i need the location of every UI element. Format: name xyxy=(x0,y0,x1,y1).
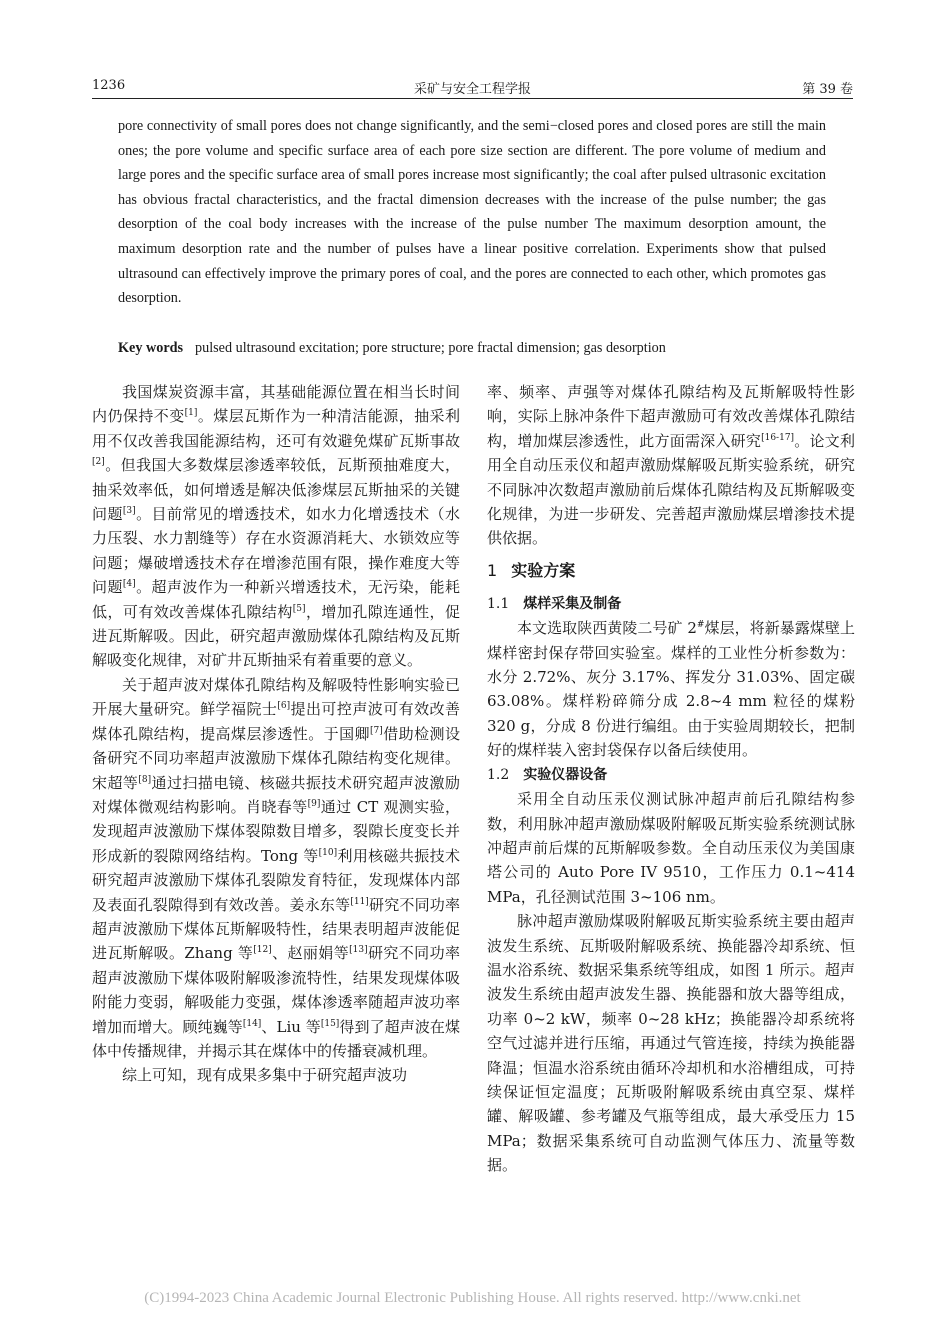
citation-ref: [13] xyxy=(349,945,368,956)
citation-ref: [7] xyxy=(370,725,383,736)
text-run: 关于超声波对煤体孔隙结构及解吸特性影响实验已开展大量研究。鲜学福院士 xyxy=(92,675,460,719)
right-column xyxy=(487,380,855,1178)
text-run: 、赵丽娟等 xyxy=(271,944,350,963)
english-keywords xyxy=(118,336,826,360)
text-run: 利用核磁共振技术研究超声波激励下煤体孔裂隙发育特征，发现煤体内部及表面孔裂隙得到有效改善。姜永东等 xyxy=(92,846,460,914)
citation-ref: [10] xyxy=(318,847,338,858)
text-run: 得到了超声波在煤体中传播规律，并揭示其在煤体中的传播衰减机理。 xyxy=(92,1017,460,1060)
citation-ref: [4] xyxy=(122,579,136,590)
text-run: 研究不同功率超声波激励下煤体吸附解吸渗流特性，结果发现煤体吸附能力变弱，解吸能力变强，煤体渗透率随超声波功率增加而增大。顾纯巍等 xyxy=(92,944,460,1036)
text-run: 。目前常见的增透技术，如水力化增透技术（水力压裂、水力割缝等）存在水资源消耗大、水锁效应等问题；爆破增透技术存在增渗范围有限，操作难度大等问题 xyxy=(92,505,460,597)
citation-ref: [5] xyxy=(292,603,306,614)
copyright-footer: (C)1994-2023 China Academic Journal Electronic Publishing House. All rights reserved. http://www.cnki.net xyxy=(144,1290,801,1306)
journal-title: 采矿与安全工程学报 xyxy=(413,82,531,97)
text-run: 脉冲超声激励煤吸附解吸瓦斯实验系统主要由超声波发生系统、瓦斯吸附解吸系统、换能器冷却系统、恒温水浴系统、数据采集系统等组成，如图 1 所示。超声波发生系统由超声波发生器、换能器和放大器等组成，功率 0~2 kW，频率 0~28 kHz；换能器冷却系统将空气过滤并进行压缩，再通过气管连接，持续为换能器降温；恒温水浴系统由循环冷却机和水浴槽组成，可持续保证恒定温度；瓦斯吸附解吸系统由真空泵、煤样罐、解吸罐、参考罐及气瓶等组成，最大承受压力 15 MPa；数据采集系统可自动监测气体压力、流量等数据。 xyxy=(487,912,855,1175)
equipment-paragraph-2 xyxy=(487,909,855,1177)
text-run: 研究不同功率超声波激励下煤体瓦斯解吸特性，结果表明超声波能促进瓦斯解吸。Zhang 等 xyxy=(92,895,460,963)
citation-ref: # xyxy=(696,620,705,631)
text-run: 本文选取陕西黄陵二号矿 2 xyxy=(517,619,697,638)
text-run: 煤层，将新暴露煤壁上煤样密封保存带回实验室。煤样的工业性分析参数为：水分 2.72%、灰分 3.17%、挥发分 31.03%、固定碳 63.08%。煤样粉碎筛分成 2.8~4 mm 粒径的煤粉 320 g，分成 8 份进行编组。由于实验周期较长，把制好的煤样装入密封袋保存以备后续使用。 xyxy=(487,619,855,760)
text-run: 。但我国大多数煤层渗透率较低，瓦斯预抽难度大，抽采效率低，如何增透是解决低渗煤层瓦斯抽采的关键问题 xyxy=(92,456,460,524)
section-heading-1 xyxy=(487,558,855,584)
intro-paragraph-3 xyxy=(92,1063,460,1087)
citation-ref: [1] xyxy=(184,408,198,419)
english-abstract: pore connectivity of small pores does not change significantly, and the semi−closed pores and closed pores are still the main ones; the pore volume and specific surface area of each pore size section are different. The pore volume of medium and large pores and the specific surface area of small pores increase most significantly; the coal after pulsed ultrasonic excitation has obvious fractal characteristics, and the fractal dimension decreases with the increase of the pulse number; the gas desorption of the coal body increases with the increase of the pulse number The maximum desorption amount, the maximum desorption rate and the number of pulses have a linear positive correlation. Experiments show that pulsed ultrasound can effectively improve the primary pores of coal, and the pores are connected to each other, which promotes gas desorption. xyxy=(118,118,826,307)
citation-ref: [9] xyxy=(307,798,321,809)
text-run: 。超声波作为一种新兴增透技术，无污染，能耗低，可有效改善煤体孔隙结构 xyxy=(92,578,460,621)
subsection-heading-1-1 xyxy=(487,592,855,616)
subsection-title: 煤样采集及制备 xyxy=(523,595,622,612)
keywords-text: pulsed ultrasound excitation; pore structure; pore fractal dimension; gas desorption xyxy=(195,340,666,356)
text-run: 。论文利用全自动压汞仪和超声激励煤解吸瓦斯实验系统，研究不同脉冲次数超声激励前后煤体孔隙结构及瓦斯解吸变化规律，为进一步研发、完善超声激励煤层增渗技术提供依据。 xyxy=(487,431,855,548)
citation-ref: [12] xyxy=(253,945,272,956)
page-number: 1236 xyxy=(92,78,126,93)
text-run: 率、频率、声强等对煤体孔隙结构及瓦斯解吸特性影响，实际上脉冲条件下超声激励可有效改善煤体孔隙结构，增加煤层渗透性，此方面需深入研究 xyxy=(487,383,855,450)
text-run: 。煤层瓦斯作为一种清洁能源，抽采利用不仅改善我国能源结构，还可有效避免煤矿瓦斯事故 xyxy=(92,407,460,450)
text-run: 采用全自动压汞仪测试脉冲超声前后孔隙结构参数，利用脉冲超声激励煤吸附解吸瓦斯实验系统测试脉冲超声前后煤的瓦斯解吸参数。全自动压汞仪为美国康塔公司的 Auto Pore IV 9510，工作压力 0.1~414 MPa，孔径测试范围 3~106 nm。 xyxy=(487,790,855,906)
citation-ref: [15] xyxy=(320,1018,340,1029)
equipment-paragraph-1 xyxy=(487,787,855,909)
intro-paragraph-2 xyxy=(92,673,460,1064)
subsection-number: 1.1 xyxy=(487,595,510,612)
volume-label: 第 39 卷 xyxy=(802,82,853,97)
text-run: 借助检测设备研究不同功率超声波激励下煤体孔隙结构变化规律。宋超等 xyxy=(92,724,460,792)
text-run: 综上可知，现有成果多集中于研究超声波功 xyxy=(122,1066,408,1085)
citation-ref: [14] xyxy=(242,1018,262,1029)
subsection-heading-1-2 xyxy=(487,763,855,787)
subsection-title: 实验仪器设备 xyxy=(523,766,608,783)
citation-ref: [2] xyxy=(92,457,105,468)
section-title: 实验方案 xyxy=(511,560,576,580)
citation-ref: [11] xyxy=(350,896,369,907)
section-number: 1 xyxy=(487,560,498,580)
running-header xyxy=(92,76,853,99)
subsection-number: 1.2 xyxy=(487,766,510,783)
coal-sample-paragraph xyxy=(487,616,855,762)
citation-ref: [6] xyxy=(277,701,291,712)
keywords-label: Key words xyxy=(118,340,184,356)
text-run: 我国煤炭资源丰富，其基础能源位置在相当长时间内仍保持不变 xyxy=(92,383,460,426)
text-run: 提出可控声波可有效改善煤体孔隙结构，提高煤层渗透性。于国卿 xyxy=(92,700,460,743)
text-run: 通过 CT 观测实验，发现超声波激励下煤体裂隙数目增多，裂隙长度变长并形成新的裂隙网络结构。Tong 等 xyxy=(92,797,460,865)
citation-ref: [16-17] xyxy=(761,432,795,443)
intro-paragraph-3-continued xyxy=(487,380,855,551)
text-run: 通过扫描电镜、核磁共振技术研究超声波激励对煤体微观结构影响。肖晓春等 xyxy=(92,773,460,816)
citation-ref: [8] xyxy=(138,774,152,785)
citation-ref: [3] xyxy=(122,506,136,517)
text-run: 、Liu 等 xyxy=(261,1017,321,1036)
text-run: ，增加孔隙连通性，促进瓦斯解吸。因此，研究超声激励煤体孔隙结构及瓦斯解吸变化规律，对矿井瓦斯抽采有着重要的意义。 xyxy=(92,602,460,670)
intro-paragraph-1 xyxy=(92,380,460,673)
left-column xyxy=(92,380,460,1088)
